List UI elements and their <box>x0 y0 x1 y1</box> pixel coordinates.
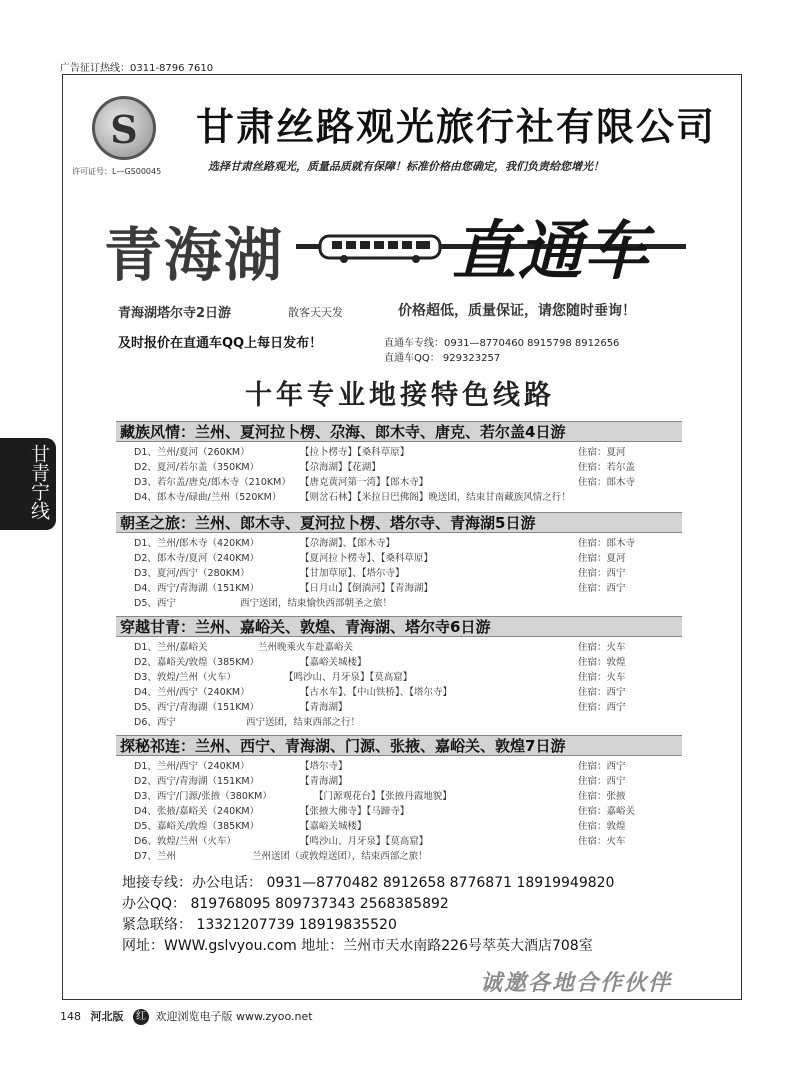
office-qq-line: 办公QQ： 819768095 809737343 2568385892 <box>122 896 449 912</box>
itinerary-row <box>116 652 682 667</box>
day-stay: 住宿：夏河 <box>578 447 626 458</box>
day-attractions: 【鸣沙山、月牙泉】【莫高窟】 <box>284 672 413 683</box>
day-route: D2、西宁/青海湖（151KM） <box>134 776 260 787</box>
day-attractions: 【张掖大佛寺】【马蹄寺】 <box>300 806 410 817</box>
day-attractions: 【鸣沙山、月牙泉】【莫高窟】 <box>300 836 429 847</box>
routes-headline: 十年专业地接特色线路 <box>245 380 555 411</box>
itinerary-row <box>116 533 682 548</box>
local-phone-line: 地接专线：办公电话： 0931—8770482 8912658 8776871 18919949820 <box>122 875 615 891</box>
itinerary-row <box>116 697 682 712</box>
route-title: 探秘祁连：兰州、西宁、青海湖、门源、张掖、嘉峪关、敦煌7日游 <box>116 735 682 756</box>
side-tab-label: 甘青宁线 <box>28 444 50 520</box>
day-attractions: 西宁送团，结束西部之行！ <box>246 717 361 728</box>
day-route: D6、西宁 <box>134 717 176 728</box>
qq-notice: 及时报价在直通车QQ上每日发布！ <box>118 336 323 351</box>
day-stay: 住宿：火车 <box>578 672 626 683</box>
route-block <box>116 616 682 727</box>
itinerary-row <box>116 667 682 682</box>
day-route: D2、夏河/若尔盖（350KM） <box>134 462 260 473</box>
day-route: D3、西宁/门源/张掖（380KM） <box>134 791 272 802</box>
itinerary-row <box>116 786 682 801</box>
day-stay: 住宿：郎木寺 <box>578 477 636 488</box>
partners-slogan: 诚邀各地合作伙伴 <box>480 971 673 996</box>
bus-icon <box>318 234 442 264</box>
day-attractions: 【塔尔寺】 <box>300 761 348 772</box>
day-attractions: 兰州送团（或敦煌送团），结束西部之旅！ <box>252 851 428 862</box>
day-route: D2、郎木寺/夏河（240KM） <box>134 553 260 564</box>
day-route: D1、兰州/西宁（240KM） <box>134 761 250 772</box>
day-attractions: 【甘加草原】、【塔尔寺】 <box>300 568 405 579</box>
itinerary-row <box>116 442 682 457</box>
company-slogan: 选择甘肃丝路观光，质量品质就有保障！标准价格由您确定，我们负责给您增光！ <box>208 160 604 173</box>
day-route: D3、若尔盖/唐克/郎木寺（210KM） <box>134 477 291 488</box>
page-number: 148 <box>60 1010 81 1023</box>
day-stay: 住宿：张掖 <box>578 791 626 802</box>
route-block <box>116 421 682 502</box>
day-attractions: 【则岔石林】【米拉日巴佛阁】晚送团，结束甘南藏族风情之行！ <box>300 492 571 503</box>
day-stay: 住宿：西宁 <box>578 583 626 594</box>
itinerary-row <box>116 846 682 861</box>
price-promise: 价格超低，质量保证，请您随时垂询！ <box>398 303 636 319</box>
itinerary-row <box>116 487 682 502</box>
day-route: D7、兰州 <box>134 851 176 862</box>
itinerary-row <box>116 578 682 593</box>
day-route: D3、夏河/西宁（280KM） <box>134 568 250 579</box>
day-attractions: 【尕海湖】【花湖】 <box>300 462 381 473</box>
itinerary-row <box>116 756 682 771</box>
direct-bus-phone: 直通车专线：0931—8770460 8915798 8912656 <box>384 338 620 349</box>
day-route: D1、兰州/郎木寺（420KM） <box>134 538 260 549</box>
route-block <box>116 735 682 861</box>
day-route: D5、西宁 <box>134 598 176 609</box>
day-stay: 住宿：西宁 <box>578 761 626 772</box>
itinerary-row <box>116 816 682 831</box>
day-stay: 住宿：若尔盖 <box>578 462 636 473</box>
day-route: D4、西宁/青海湖（151KM） <box>134 583 260 594</box>
license-number: 许可证号：L—GS00045 <box>72 167 162 176</box>
day-stay: 住宿：西宁 <box>578 687 626 698</box>
website-address-line: 网址：WWW.gslvyou.com 地址：兰州市天水南路226号萃英大酒店708室 <box>122 938 593 954</box>
day-attractions: 西宁送团，结束愉快西部朝圣之旅！ <box>240 598 393 609</box>
trip-schedule: 散客天天发 <box>288 306 343 319</box>
day-route: D3、敦煌/兰州（火车） <box>134 672 237 683</box>
itinerary-row <box>116 637 682 652</box>
itinerary-row <box>116 831 682 846</box>
edition-label: 河北版 <box>90 1010 124 1023</box>
company-name: 甘肃丝路观光旅行社有限公司 <box>196 105 717 149</box>
itinerary-row <box>116 682 682 697</box>
day-stay: 住宿：夏河 <box>578 553 626 564</box>
route-title: 朝圣之旅：兰州、郎木寺、夏河拉卜楞、塔尔寺、青海湖5日游 <box>116 512 682 533</box>
day-stay: 住宿：火车 <box>578 836 626 847</box>
day-route: D5、西宁/青海湖（151KM） <box>134 702 260 713</box>
day-route: D4、兰州/西宁（240KM） <box>134 687 250 698</box>
page-footer <box>60 1008 313 1025</box>
day-route: D5、嘉峪关/敦煌（385KM） <box>134 821 260 832</box>
day-route: D6、敦煌/兰州（火车） <box>134 836 237 847</box>
day-attractions: 【日月山】【倒淌河】【青海湖】 <box>300 583 434 594</box>
day-route: D1、兰州/嘉峪关 <box>134 642 208 653</box>
day-route: D2、嘉峪关/敦煌（385KM） <box>134 657 260 668</box>
banner-lake-title: 青海湖 <box>104 221 285 289</box>
day-stay: 住宿：敦煌 <box>578 821 626 832</box>
day-attractions: 【青海湖】 <box>300 776 348 787</box>
itinerary-row <box>116 548 682 563</box>
itinerary-row <box>116 472 682 487</box>
day-attractions: 兰州晚乘火车赴嘉峪关 <box>258 642 354 653</box>
day-stay: 住宿：西宁 <box>578 568 626 579</box>
itinerary-row <box>116 712 682 727</box>
day-attractions: 【拉卜楞寺】【桑科草原】 <box>300 447 410 458</box>
day-route: D1、兰州/夏河（260KM） <box>134 447 250 458</box>
itinerary-row <box>116 563 682 578</box>
banner-direct-bus-title: 直通车 <box>452 215 650 289</box>
itinerary-row <box>116 801 682 816</box>
day-attractions: 【尕海湖】、【郎木寺】 <box>300 538 396 549</box>
day-attractions: 【青海湖】 <box>300 702 348 713</box>
footer-website: 欢迎浏览电子版 www.zyoo.net <box>155 1010 313 1023</box>
day-route: D4、张掖/嘉峪关（240KM） <box>134 806 260 817</box>
day-stay: 住宿：郎木寺 <box>578 538 636 549</box>
day-stay: 住宿：嘉峪关 <box>578 806 636 817</box>
section-side-tab <box>0 438 56 530</box>
company-logo-icon: S <box>92 96 156 160</box>
route-title: 藏族风情：兰州、夏河拉卜楞、尕海、郎木寺、唐克、若尔盖4日游 <box>116 421 682 442</box>
edition-badge-icon: 红 <box>133 1009 149 1025</box>
direct-bus-qq: 直通车QQ： 929323257 <box>384 353 501 364</box>
trip-name: 青海湖塔尔寺2日游 <box>118 306 232 321</box>
day-attractions: 【唐克黄河第一湾】【郎木寺】 <box>300 477 429 488</box>
day-stay: 住宿：西宁 <box>578 702 626 713</box>
day-route: D4、郎木寺/碌曲/兰州（520KM） <box>134 492 282 503</box>
day-stay: 住宿：火车 <box>578 642 626 653</box>
day-stay: 住宿：西宁 <box>578 776 626 787</box>
itinerary-row <box>116 593 682 608</box>
itinerary-row <box>116 771 682 786</box>
emergency-line: 紧急联络： 13321207739 18919835520 <box>122 917 397 933</box>
day-attractions: 【夏河拉卜楞寺】、【桑科草原】 <box>300 553 434 564</box>
ad-hotline: 广告征订热线：0311-8796 7610 <box>60 63 214 74</box>
day-attractions: 【嘉峪关城楼】 <box>300 821 367 832</box>
day-attractions: 【古水车】、【中山铁桥】、【塔尔寺】 <box>300 687 453 698</box>
route-title: 穿越甘青：兰州、嘉峪关、敦煌、青海湖、塔尔寺6日游 <box>116 616 682 637</box>
itinerary-row <box>116 457 682 472</box>
route-block <box>116 512 682 608</box>
day-attractions: 【嘉峪关城楼】 <box>300 657 367 668</box>
day-attractions: 【门源观花台】【张掖丹霞地貌】 <box>314 791 452 802</box>
day-stay: 住宿：敦煌 <box>578 657 626 668</box>
